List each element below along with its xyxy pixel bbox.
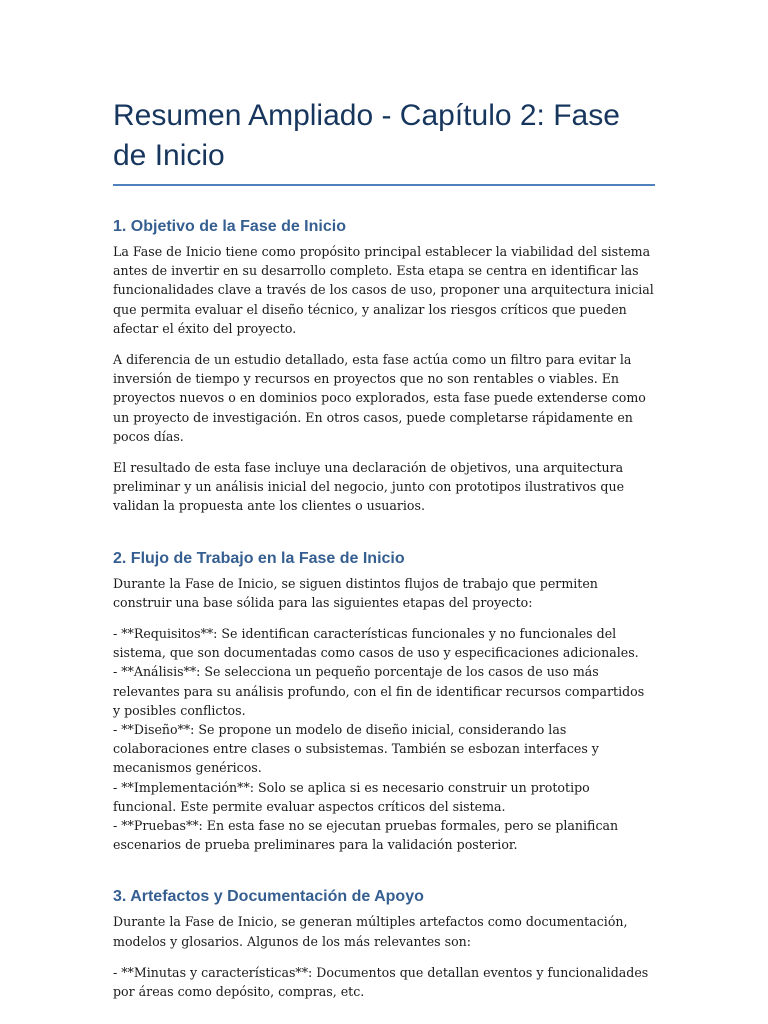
paragraph: Durante la Fase de Inicio, se siguen distintos flujos de trabajo que permiten construir una base sólida para las siguientes etapas del proyecto: [113,575,598,610]
paragraph: A diferencia de un estudio detallado, esta fase actúa como un filtro para evitar la inversión de tiempo y recursos en proyectos que no son rentables o viables. En proyectos nuevos o en dominios poco explorados, esta fase puede extenderse como un proyecto de investigación. En otros casos, puede completarse rápidamente en pocos días. [113,352,646,444]
list-item: - **Análisis**: Se selecciona un pequeño porcentaje de los casos de uso más relevantes para su análisis profundo, con el fin de identificar recursos compartidos y posibles conflictos. [113,664,645,718]
list-item: - **Implementación**: Solo se aplica si es necesario construir un prototipo funcional. Este permite evaluar aspectos críticos del sistema. [113,779,590,814]
section-heading: 2. Flujo de Trabajo en la Fase de Inicio [113,549,405,567]
section-artefactos [113,886,655,1001]
section-flujo-de-trabajo [113,548,655,855]
paragraph: Durante la Fase de Inicio, se generan múltiples artefactos como documentación, modelos y glosarios. Algunos de los más relevantes son: [113,914,628,949]
paragraph: El resultado de esta fase incluye una declaración de objetivos, una arquitectura preliminar y un análisis inicial del negocio, junto con prototipos ilustrativos que validan la propuesta ante los clientes o usuarios. [113,460,625,514]
list-item: - **Requisitos**: Se identifican características funcionales y no funcionales del sistema, que son documentadas como casos de uso y especificaciones adicionales. [113,626,639,661]
paragraph: La Fase de Inicio tiene como propósito principal establecer la viabilidad del sistema antes de invertir en su desarrollo completo. Esta etapa se centra en identificar las funcionalidades clave a través de los casos de uso, proponer una arquitectura inicial que permita evaluar el diseño técnico, y analizar los riesgos críticos que pueden afectar el éxito del proyecto. [113,244,654,336]
bullet-list [113,963,655,1001]
list-item: - **Diseño**: Se propone un modelo de diseño inicial, considerando las colaboraciones entre clases o subsistemas. También se esbozan interfaces y mecanismos genéricos. [113,722,599,776]
list-item: - **Minutas y características**: Documentos que detallan eventos y funcionalidades por áreas como depósito, compras, etc. [113,964,649,1000]
document-page [113,96,655,1013]
section-heading: 3. Artefactos y Documentación de Apoyo [113,888,424,906]
list-item: - **Pruebas**: En esta fase no se ejecutan pruebas formales, pero se planifican escenarios de prueba preliminares para la validación posterior. [113,818,619,853]
section-heading: 1. Objetivo de la Fase de Inicio [113,218,346,235]
document-title: Resumen Ampliado - Capítulo 2: Fase de Inicio [113,96,655,186]
section-objetivo [113,216,655,516]
bullet-list [113,624,655,854]
